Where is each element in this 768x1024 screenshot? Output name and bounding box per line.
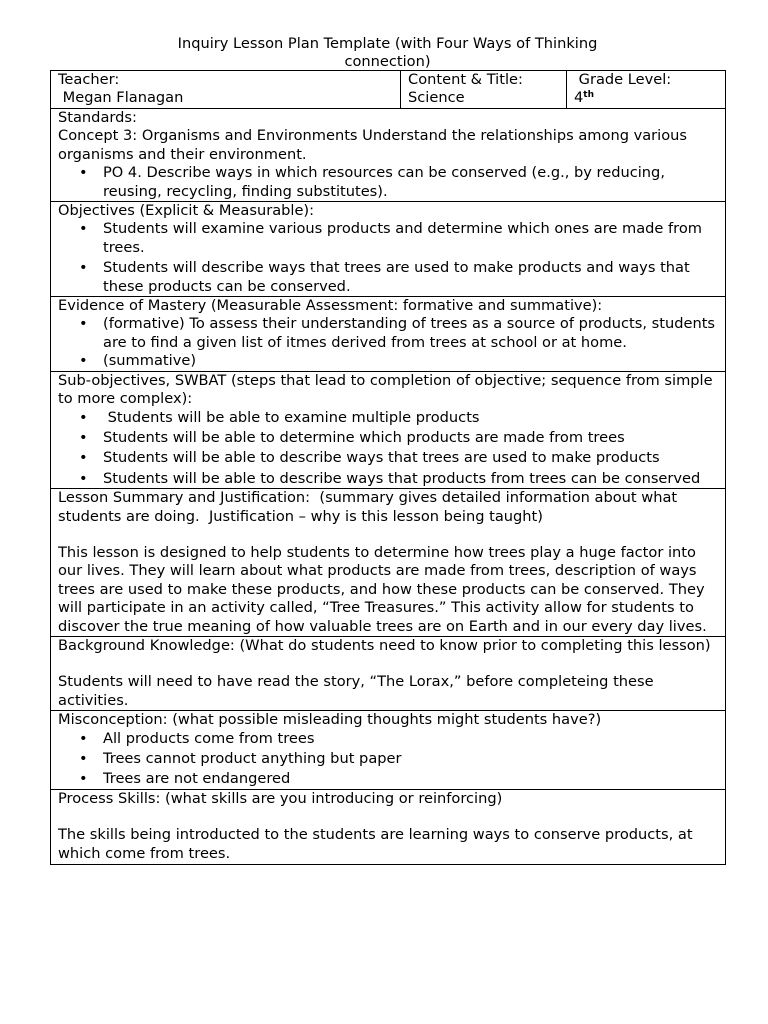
standards-list: [58, 164, 719, 201]
background-row: [51, 636, 726, 710]
misconception-heading: Misconception: (what possible misleading thoughts might students have?): [58, 711, 602, 729]
summary-heading: Lesson Summary and Justification: (summary gives detailed information about what students are doing. Justification – why is this lesson being taught): [58, 489, 682, 525]
objectives-cell: [51, 202, 726, 297]
standards-heading: Standards:: [58, 109, 137, 126]
list-item: • Students will be able to determine which products are made from trees: [103, 429, 719, 449]
misconception-cell: [51, 711, 726, 790]
evidence-list: [58, 315, 719, 370]
process-row: [51, 789, 726, 864]
title-line-2: connection): [344, 53, 431, 70]
list-item: • Trees are not endangered: [103, 770, 719, 788]
list-item: • Students will be able to describe ways that products from trees can be conserved: [103, 470, 719, 488]
evidence-row: [51, 297, 726, 372]
page-title: [50, 35, 725, 71]
process-cell: [51, 789, 726, 864]
grade-suffix: th: [583, 90, 595, 101]
list-item: • All products come from trees: [103, 730, 719, 750]
header-row: [51, 71, 726, 109]
evidence-cell: [51, 297, 726, 372]
content-cell: [401, 71, 567, 109]
process-heading: Process Skills: (what skills are you introducing or reinforcing): [58, 789, 503, 807]
subobjectives-list: [58, 409, 719, 489]
summary-row: [51, 489, 726, 637]
subobjectives-row: [51, 371, 726, 488]
content-value: Science: [408, 89, 465, 107]
background-heading: Background Knowledge: (What do students need to know prior to completing this lesson): [58, 636, 711, 654]
lesson-plan-table: [50, 70, 726, 865]
title-line-1: Inquiry Lesson Plan Template (with Four Ways of Thinking: [177, 35, 598, 52]
content-label: Content & Title:: [408, 71, 523, 88]
grade-cell: [567, 71, 726, 109]
teacher-cell: [51, 71, 401, 109]
misconception-list: [58, 730, 719, 789]
standards-row: [51, 109, 726, 202]
list-item: • Students will examine various products and determine which ones are made from trees.: [103, 220, 719, 259]
list-item: • PO 4. Describe ways in which resources can be conserved (e.g., by reducing, reusing, recycling, finding substitutes).: [103, 164, 719, 201]
grade-value: [574, 89, 719, 107]
misconception-row: [51, 711, 726, 790]
background-body: Students will need to have read the story, “The Lorax,” before completeing these activities.: [58, 673, 654, 709]
list-item: • (summative): [103, 352, 719, 370]
teacher-label: Teacher:: [58, 71, 120, 88]
teacher-name: Megan Flanagan: [58, 89, 184, 107]
process-body: The skills being introducted to the students are learning ways to conserve products, at which come from trees.: [58, 826, 693, 862]
standards-concept: Concept 3: Organisms and Environments Understand the relationships among various organisms and their environment.: [58, 127, 688, 163]
list-item: • Students will describe ways that trees are used to make products and ways that these products can be conserved.: [103, 259, 719, 296]
objectives-heading: Objectives (Explicit & Measurable):: [58, 202, 315, 220]
objectives-list: [58, 220, 719, 296]
list-item: • Students will be able to examine multiple products: [103, 409, 719, 429]
grade-label: Grade Level:: [574, 71, 672, 88]
list-item: • Students will be able to describe ways that trees are used to make products: [103, 449, 719, 469]
objectives-row: [51, 202, 726, 297]
summary-body: This lesson is designed to help students to determine how trees play a huge factor into our lives. They will learn about what products are made from trees, description of ways trees are used to make these products, and how these products can be conserved. They will participate in an activity called, “Tree Treasures.” This activity allow for students to discover the true meaning of how valuable trees are on Earth and in our every day lives.: [58, 543, 707, 635]
subobjectives-cell: [51, 371, 726, 488]
evidence-heading: Evidence of Mastery (Measurable Assessment: formative and summative):: [58, 297, 603, 315]
summary-cell: [51, 489, 726, 637]
standards-cell: [51, 109, 726, 202]
subobjectives-heading: Sub-objectives, SWBAT (steps that lead to completion of objective; sequence from simple to more complex):: [58, 371, 713, 408]
list-item: • (formative) To assess their understanding of trees as a source of products, students are to find a given list of itmes derived from trees at school or at home.: [103, 315, 719, 352]
list-item: • Trees cannot product anything but paper: [103, 750, 719, 770]
background-cell: [51, 636, 726, 710]
grade-number: 4: [574, 89, 584, 107]
